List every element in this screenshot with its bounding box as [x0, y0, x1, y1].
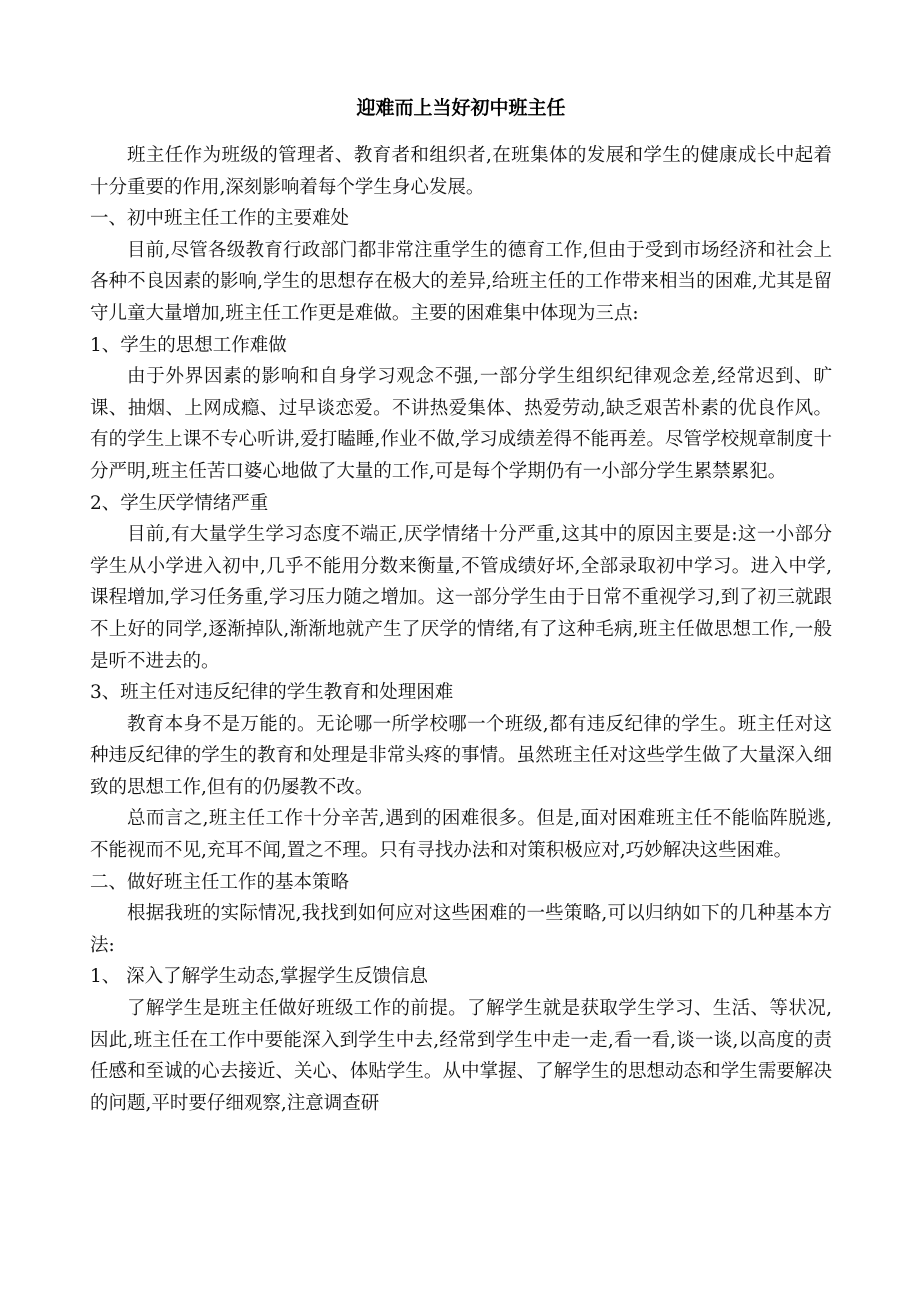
subsection-heading: 3、班主任对违反纪律的学生教育和处理困难	[90, 682, 454, 704]
subsection-heading: 2、学生厌学情绪严重	[90, 492, 269, 514]
intro-paragraph: 班主任作为班级的管理者、教育者和组织者,在班集体的发展和学生的健康成长中起着十分重要的作用,深刻影响着每个学生身心发展。	[90, 145, 832, 198]
body-paragraph: 了解学生是班主任做好班级工作的前提。了解学生就是获取学生学习、生活、等状况,因此,班主任在工作中要能深入到学生中去,经常到学生中走一走,看一看,谈一谈,以高度的责任感和至诚的心去接近、关心、体贴学生。从中掌握、了解学生的思想动态和学生需要解决的问题,平时要仔细观察,注意调查研	[90, 998, 832, 1114]
section-heading: 二、做好班主任工作的基本策略	[90, 871, 350, 893]
document-title: 迎难而上当好初中班主任	[356, 97, 566, 119]
body-paragraph: 教育本身不是万能的。无论哪一所学校哪一个班级,都有违反纪律的学生。班主任对这种违反纪律的学生的教育和处理是非常头疼的事情。虽然班主任对这些学生做了大量深入细致的思想工作,但有的仍屡教不改。	[90, 713, 832, 798]
section-heading: 一、初中班主任工作的主要难处	[90, 208, 350, 230]
body-paragraph: 目前,有大量学生学习态度不端正,厌学情绪十分严重,这其中的原因主要是:这一小部分学生从小学进入初中,几乎不能用分数来衡量,不管成绩好坏,全部录取初中学习。进入中学,课程增加,学习任务重,学习压力随之增加。这一部分学生由于日常不重视学习,到了初三就跟不上好的同学,逐渐掉队,渐渐地就产生了厌学的情绪,有了这种毛病,班主任做思想工作,一般是听不进去的。	[90, 524, 832, 672]
body-paragraph: 总而言之,班主任工作十分辛苦,遇到的困难很多。但是,面对困难班主任不能临阵脱逃,不能视而不见,充耳不闻,置之不理。只有寻找办法和对策积极应对,巧妙解决这些困难。	[90, 808, 832, 862]
subsection-heading: 1、 深入了解学生动态,掌握学生反馈信息	[90, 966, 429, 988]
body-paragraph: 由于外界因素的影响和自身学习观念不强,一部分学生组织纪律观念差,经常迟到、旷课、抽烟、上网成瘾、过早谈恋爱。不讲热爱集体、热爱劳动,缺乏艰苦朴素的优良作风。有的学生上课不专心听讲,爱打瞌睡,作业不做,学习成绩差得不能再差。尽管学校规章制度十分严明,班主任苦口婆心地做了大量的工作,可是每个学期仍有一小部分学生累禁累犯。	[90, 366, 832, 482]
body-paragraph: 目前,尽管各级教育行政部门都非常注重学生的德育工作,但由于受到市场经济和社会上各种不良因素的影响,学生的思想存在极大的差异,给班主任的工作带来相当的困难,尤其是留守儿童大量增加,班主任工作更是难做。主要的困难集中体现为三点:	[90, 239, 832, 324]
subsection-heading: 1、学生的思想工作难做	[90, 334, 287, 356]
document-page	[90, 92, 832, 1119]
body-paragraph: 根据我班的实际情况,我找到如何应对这些困难的一些策略,可以归纳如下的几种基本方法:	[90, 903, 832, 956]
